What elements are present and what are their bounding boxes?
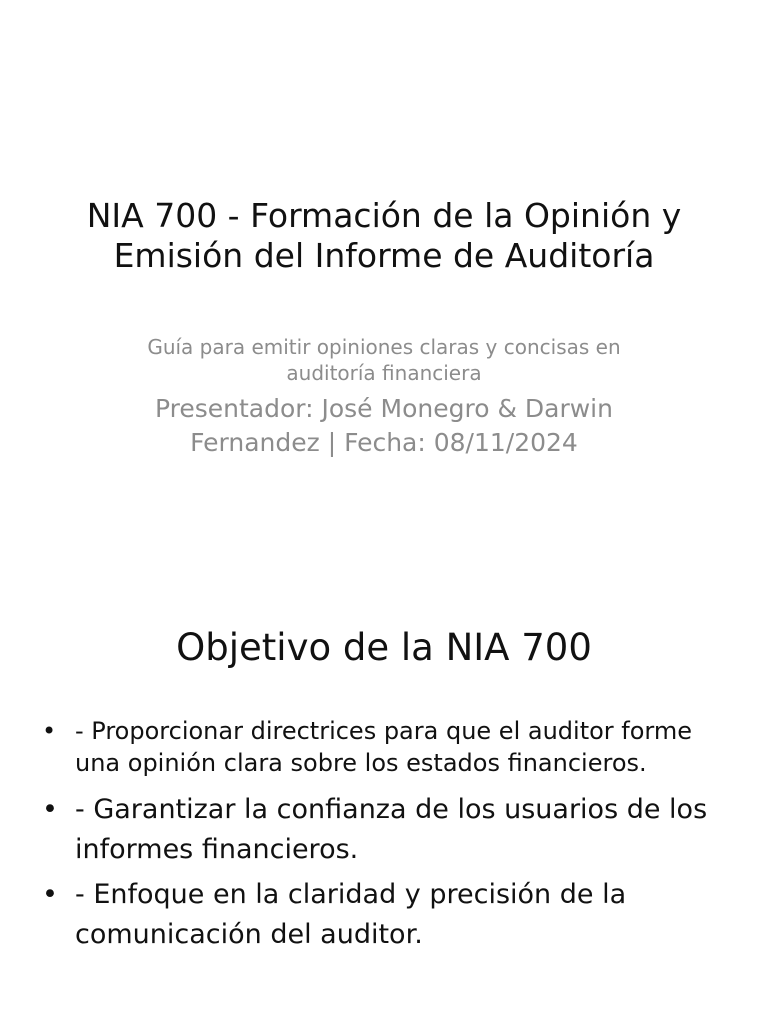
subtitle-presenter-date: Presentador: José Monegro & Darwin Fernandez | Fecha: 08/11/2024	[155, 394, 613, 457]
bullet-icon: •	[42, 717, 57, 745]
presentation-title: NIA 700 - Formación de la Opinión y Emisión del Informe de Auditoría	[86, 196, 682, 275]
bullet-icon: •	[42, 793, 58, 825]
subtitle-tagline: Guía para emitir opiniones claras y concisas en auditoría financiera	[147, 335, 621, 385]
bullet-text: - Garantizar la confianza de los usuarios de los informes financieros.	[75, 793, 708, 866]
bullet-text: - Enfoque en la claridad y precisión de la comunicación del auditor.	[75, 878, 627, 951]
bullet-icon: •	[42, 878, 58, 910]
list-item	[40, 716, 730, 780]
list-item	[40, 790, 730, 871]
slide-title: Objetivo de la NIA 700	[176, 626, 592, 669]
bullet-text: - Proporcionar directrices para que el auditor forme una opinión clara sobre los estados financieros.	[75, 717, 693, 777]
bullet-list	[40, 716, 730, 956]
presentation-subtitle	[100, 334, 668, 460]
list-item	[40, 875, 730, 956]
objective-slide	[0, 512, 768, 1024]
